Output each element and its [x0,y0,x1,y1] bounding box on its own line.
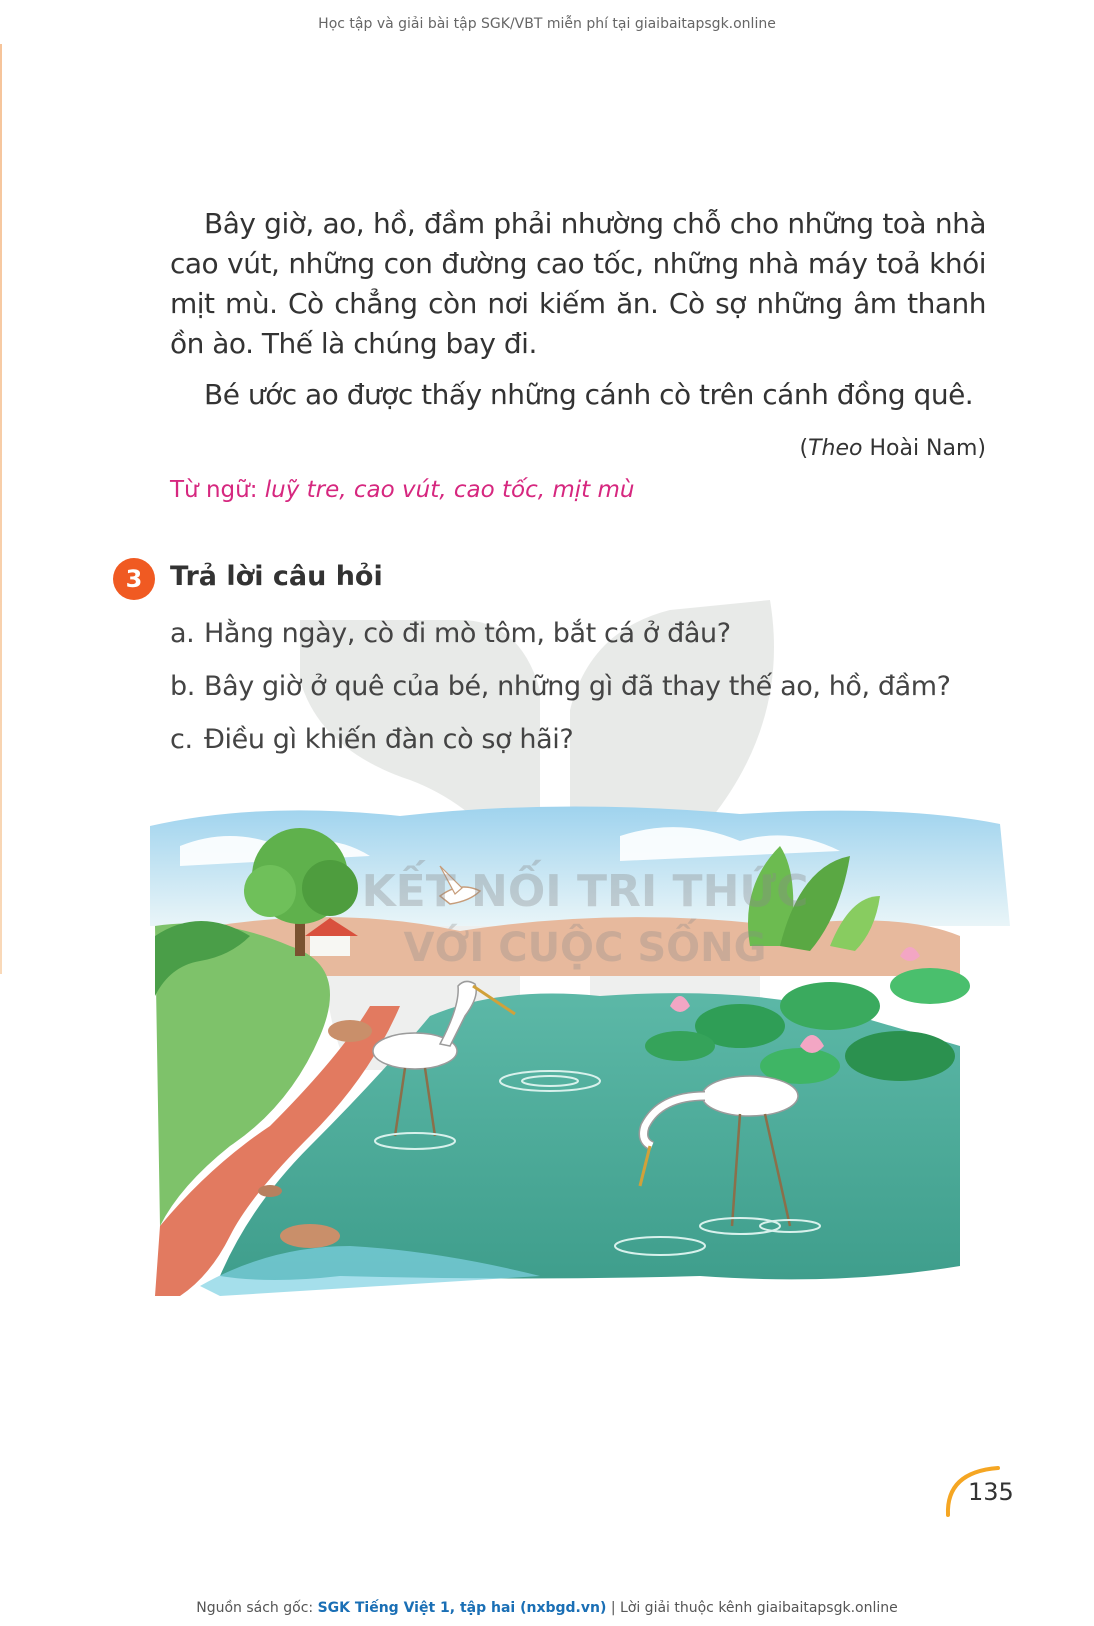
question-text: Bây giờ ở quê của bé, những gì đã thay thế ao, hồ, đầm? [204,671,951,702]
question-item [170,614,990,667]
footer-note [0,1600,1094,1616]
illustration-watermark-line1: KẾT NỐI TRI THỨC [361,866,809,917]
question-text: Điều gì khiến đàn cò sợ hãi? [204,724,574,755]
question-text: Hằng ngày, cò đi mò tôm, bắt cá ở đâu? [204,618,731,649]
passage-paragraph-1: Bây giờ, ao, hồ, đầm phải nhường chỗ cho những toà nhà cao vút, những con đường cao tốc, những nhà máy toả khói mịt mù. Cò chẳng còn nơi kiếm ăn. Cò sợ những âm thanh ồn ào. Thế là chúng bay đi. [170,207,986,360]
footer-prefix: Nguồn sách gốc: [196,1600,314,1616]
credit-theo: Theo [808,436,863,461]
footer-suffix: | Lời giải thuộc kênh giaibaitapsgk.online [610,1600,898,1616]
question-item [170,667,990,720]
pond-egret-illustration [140,806,1030,1366]
header-note: Học tập và giải bài tập SGK/VBT miễn phí tại giaibaitapsgk.online [318,16,776,32]
credit-author: Hoài Nam) [869,436,986,461]
question-item [170,720,990,773]
vocab-label: Từ ngữ: [170,477,258,503]
question-mark: a. [170,618,195,649]
illustration-watermark-line2: VỚI CUỘC SỐNG [403,925,767,971]
page-edge-rule [0,44,2,974]
credit-open-paren: ( [799,436,809,461]
section-title: Trả lời câu hỏi [170,561,383,592]
vocabulary-line [170,477,634,503]
page-number-block [938,1460,1018,1520]
footer-source-link[interactable]: SGK Tiếng Việt 1, tập hai (nxbgd.vn) [317,1600,607,1616]
passage-credit [799,436,986,461]
page-number: 135 [968,1478,1014,1506]
reading-passage [170,204,986,415]
section-number-badge: 3 [113,558,155,600]
question-list [170,614,990,773]
question-mark: c. [170,724,193,755]
vocab-words: luỹ tre, cao vút, cao tốc, mịt mù [264,477,635,503]
passage-paragraph-2: Bé ước ao được thấy những cánh cò trên cánh đồng quê. [204,378,974,411]
question-mark: b. [170,671,195,702]
